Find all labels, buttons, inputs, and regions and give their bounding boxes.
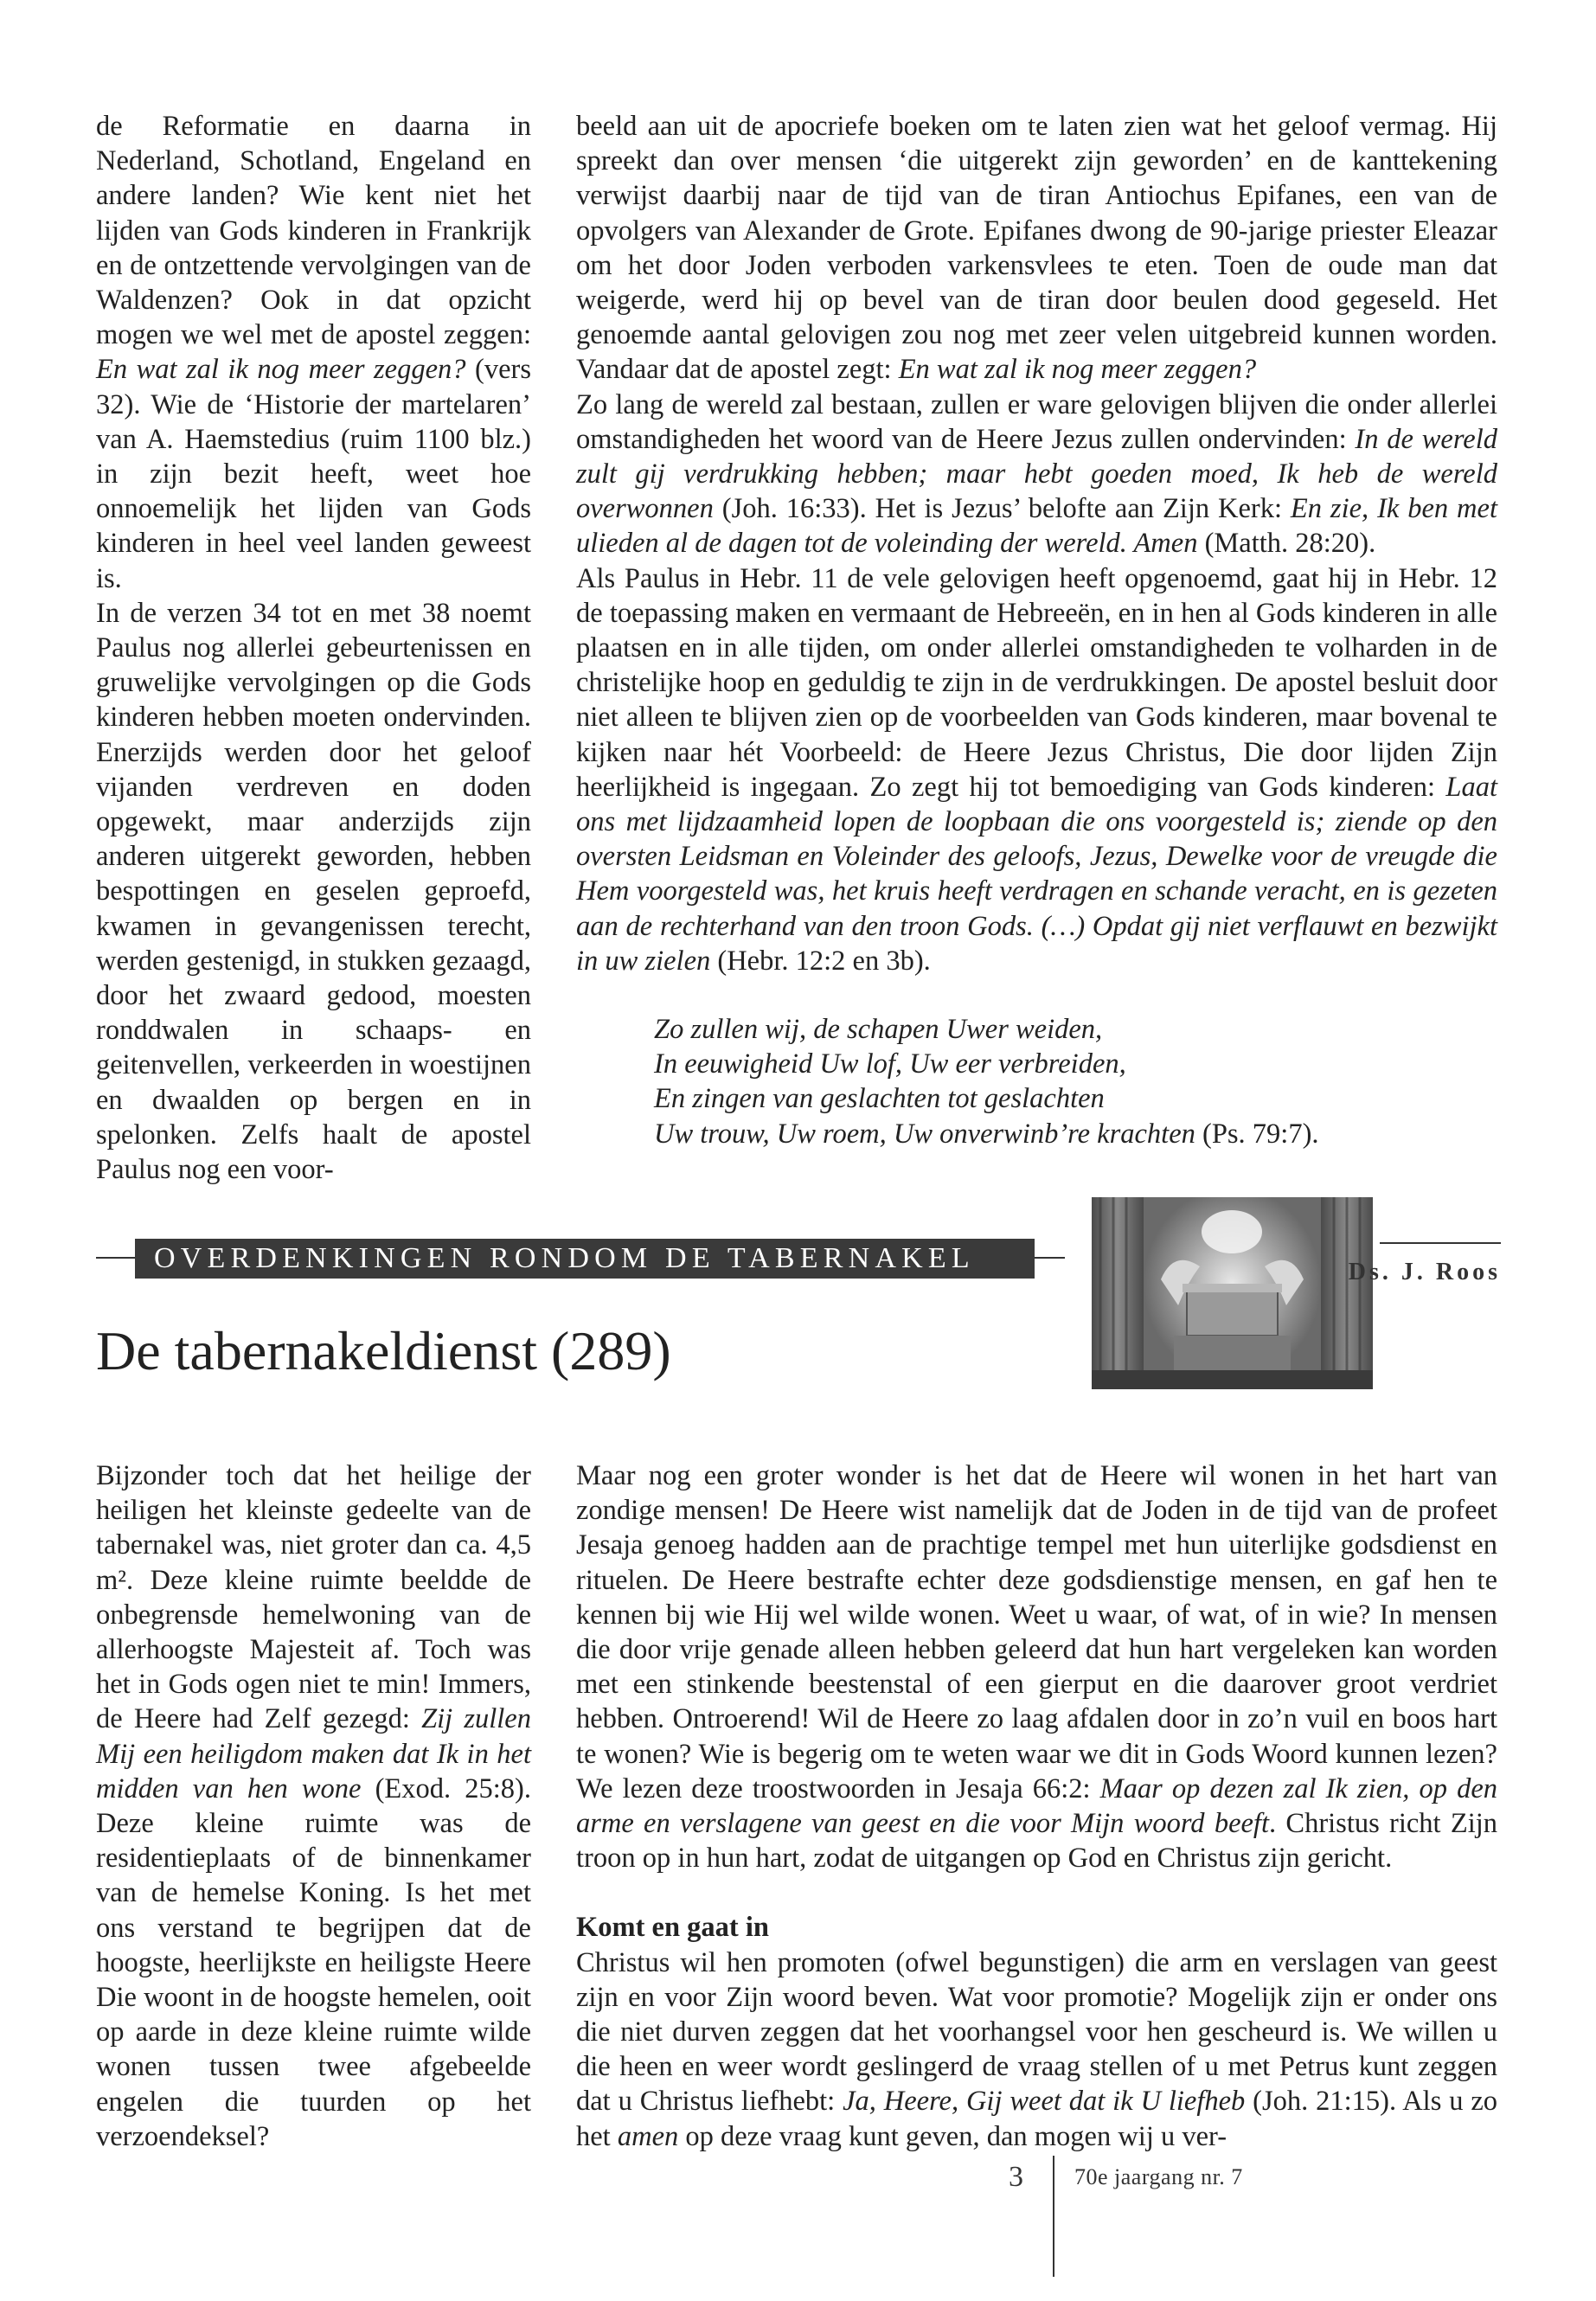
- body-text: (vers 32). Wie de ‘Historie der martelaren’ van A. Haemstedius (ruim 1100 blz.) in zijn bezit heeft, weet hoe onnoemelijk het lijden van Gods kinderen in heel veel landen geweest is.: [96, 354, 531, 594]
- body-text: (Exod. 25:8). Deze kleine ruimte was de residentieplaats of de binnenkamer van de hemelse Koning. Is het met ons verstand te begrijpen dat de hoogste, heerlijkste en heiligste Heere Die woont in de hoogste hemelen, ooit op aarde in deze kleine ruimte wilde wonen tussen twee afgebeelde engelen die tuurden op het verzoendeksel?: [96, 1772, 531, 2152]
- tabernacle-ark-image: [1092, 1197, 1373, 1389]
- body-text: Maar nog een groter wonder is het dat de Heere wil wonen in het hart van zondige mensen! De Heere wist namelijk dat de Joden in de tijd van de profeet Jesaja genoeg hadden aan de prachtige tempel met hun uiterlijke godsdienst en rituelen. De Heere bestrafte echter deze godsdienstige mensen, en gaf hen te kennen bij wie Hij wel wilde wonen. Weet u waar, of wat, of in wie? In mensen die door vrije genade alleen hebben geleerd dat hun hart vergeleken kan worden met een stinkende beestenstal of een gierput en die daarover groot verdriet hebben. Ontroerend! Wil de Heere zo laag afdalen door in zo’n vuil en boos hart te wonen? Wie is begerig om te weten waar we dit in Gods Woord kunnen lezen? We lezen deze troostwoorden in Jesaja 66:2:: [576, 1460, 1497, 1804]
- bottom-right-column: [576, 1458, 1497, 2154]
- quote-text: En wat zal ik nog meer zeggen?: [96, 354, 466, 386]
- quote-text: En wat zal ik nog meer zeggen?: [898, 354, 1257, 386]
- quote-text: Maar op dezen zal Ik zien, op den arme en verslagene van geest en die voor Mijn woord beeft: [576, 1772, 1497, 1840]
- quote-text: Laat ons met lijdzaamheid lopen de loopbaan die ons voorgesteld is; ziende op den oversten Leidsman en Voleinder des geloofs, Jezus, Dewelke voor de vreugde die Hem voorgesteld was, het kruis heeft verdragen en schande veracht, en is gezeten aan de rechterhand van den troon Gods. (…) Opdat gij niet verflauwt en bezwijkt in uw zielen: [576, 771, 1497, 977]
- author-byline: Ds. J. Roos: [1348, 1259, 1501, 1285]
- poem-line-text: Zo zullen wij, de schapen Uwer weiden,: [654, 1014, 1103, 1045]
- quote-text: In de wereld zult gij verdrukking hebben; maar hebt goeden moed, Ik heb de wereld overwonnen: [576, 423, 1497, 525]
- body-text: (Matth. 28:20).: [1197, 528, 1376, 560]
- top-left-column: [96, 109, 531, 1187]
- paragraph: [576, 109, 1497, 388]
- body-text: Bijzonder toch dat het heilige der heiligen het kleinste gedeelte van de tabernakel was, niet groter dan ca. 4,5 m². Deze kleine ruimte beeldde de onbegrensde hemelwoning van de allerhoogste Majesteit af. Toch was het in Gods ogen niet te min! Immers, de Heere had Zelf gezegd:: [96, 1460, 531, 1735]
- section-rule-right: [1035, 1257, 1065, 1259]
- poem-line: [654, 1117, 1476, 1151]
- section-rule-author: [1380, 1242, 1501, 1244]
- quote-text: En zie, Ik ben met ulieden al de dagen tot de voleinding der wereld. Amen: [576, 493, 1497, 560]
- paragraph: [96, 596, 531, 1187]
- section-rule-left: [96, 1257, 135, 1259]
- poem-line: [654, 1081, 1476, 1116]
- body-text: (Hebr. 12:2 en 3b).: [710, 945, 931, 977]
- paragraph: [576, 1945, 1497, 2154]
- subheading: Komt en gaat in: [576, 1912, 769, 1944]
- paragraph: [576, 388, 1497, 561]
- issue-label: 70e jaargang nr. 7: [1074, 2164, 1243, 2189]
- body-text: Christus wil hen promoten (ofwel begunstigen) die arm en verslagen van geest zijn en voor Zijn woord beven. Wat voor promotie? Mogelijk zijn er onder ons die niet durven zeggen dat het voorhangsel voor hen gescheurd is. We willen u die heen en weer wordt geslingerd de vraag stellen of u met Petrus kunt zeggen dat u Christus liefhebt:: [576, 1946, 1497, 2118]
- section-label: OVERDENKINGEN RONDOM DE TABERNAKEL: [154, 1242, 975, 1274]
- paragraph: [96, 109, 531, 596]
- poem-line-text: En zingen van geslachten tot geslachten: [654, 1083, 1105, 1115]
- body-text: Als Paulus in Hebr. 11 de vele gelovigen heeft opgenoemd, gaat hij in Hebr. 12 de toepassing maken en vermaant de Hebreeën, en in hen al Gods kinderen in alle plaatsen en in alle tijden, om onder allerlei omstandigheden te volharden in de christelijke hoop en geduldig te zijn in de verdrukkingen. De apostel besluit door niet alleen te blijven zien op de voorbeelden van Gods kinderen, maar bovenal te kijken naar hét Voorbeeld: de Heere Jezus Christus, Die door lijden Zijn heerlijkheid is ingegaan. Zo zegt hij tot bemoediging van Gods kinderen:: [576, 562, 1497, 803]
- poem-reference: (Ps. 79:7).: [1195, 1118, 1319, 1150]
- bottom-right-continuation: [576, 1945, 1497, 2154]
- body-text: . Christus richt Zijn troon op in hun hart, zodat de uitgangen op God en Christus zijn gericht.: [576, 1808, 1498, 1875]
- body-text: de Reformatie en daarna in Nederland, Schotland, Engeland en andere landen? Wie kent niet het lijden van Gods kinderen in Frankrijk en de ontzettende vervolgingen van de Waldenzen? Ook in dat opzicht mogen we wel met de apostel zeggen:: [96, 111, 531, 351]
- psalm-quote: [654, 1012, 1476, 1151]
- article-title: De tabernakeldienst (289): [96, 1320, 671, 1381]
- bottom-right-intro: [576, 1458, 1497, 1875]
- page-number: 3: [1009, 2161, 1023, 2193]
- bottom-left-column: [96, 1458, 531, 2154]
- body-text: (Joh. 21:15). Als u zo het: [576, 2086, 1498, 2152]
- poem-line: [654, 1047, 1476, 1081]
- paragraph: [96, 1458, 531, 2154]
- poem-line-text: In eeuwigheid Uw lof, Uw eer verbreiden,: [654, 1048, 1126, 1080]
- body-text: (Joh. 16:33). Het is Jezus’ belofte aan Zijn Kerk:: [713, 493, 1291, 525]
- quote-text: amen: [617, 2120, 679, 2152]
- top-right-column: [576, 109, 1497, 978]
- paragraph: [576, 561, 1497, 978]
- poem-line: [654, 1012, 1476, 1047]
- body-text: op deze vraag kunt geven, dan mogen wij u ver-: [678, 2120, 1227, 2152]
- body-text: Zo lang de wereld zal bestaan, zullen er ware gelovigen blijven die onder allerlei omstandigheden het woord van de Heere Jezus zullen ondervinden:: [576, 388, 1497, 455]
- body-text: beeld aan uit de apocriefe boeken om te laten zien wat het geloof vermag. Hij spreekt dan over mensen ‘die uitgerekt zijn geworden’ en de kanttekening verwijst daarbij naar de tijd van de tiran Antiochus Epifanes, een van de opvolgers van Alexander de Grote. Epifanes dwong de 90-jarige priester Eleazar om het door Joden verboden varkensvlees te eten. Toen de oude man dat weigerde, werd hij op bevel van de tiran door beulen dood gegeseld. Het genoemde aantal gelovigen zou nog met zeer velen uitgebreid kunnen worden. Vandaar dat de apostel zegt:: [576, 111, 1497, 386]
- body-text: In de verzen 34 tot en met 38 noemt Paulus nog allerlei gebeurtenissen en gruwelijke vervolgingen op die Gods kinderen hebben moeten ondervinden. Enerzijds werden door het geloof vijanden verdreven en doden opgewekt, maar anderzijds zijn anderen uitgerekt geworden, hebben bespottingen en geselen geproefd, kwamen in gevangenissen terecht, werden gestenigd, in stukken gezaagd, door het zwaard gedood, moesten ronddwalen in schaaps- en geitenvellen, verkeerden in woestijnen en dwaalden op bergen en in spelonken. Zelfs haalt de apostel Paulus nog een voor-: [96, 597, 531, 1186]
- footer-divider: [1053, 2156, 1054, 2277]
- poem-line-text: Uw trouw, Uw roem, Uw onverwinb’re krachten: [654, 1118, 1195, 1150]
- quote-text: Ja, Heere, Gij weet dat ik U liefheb: [843, 2086, 1246, 2118]
- paragraph: [576, 1458, 1497, 1875]
- quote-text: Zij zullen Mij een heiligdom maken dat Ik in het midden van hen wone: [96, 1703, 531, 1804]
- tabernacle-ark-cherubim-icon: [1092, 1197, 1373, 1389]
